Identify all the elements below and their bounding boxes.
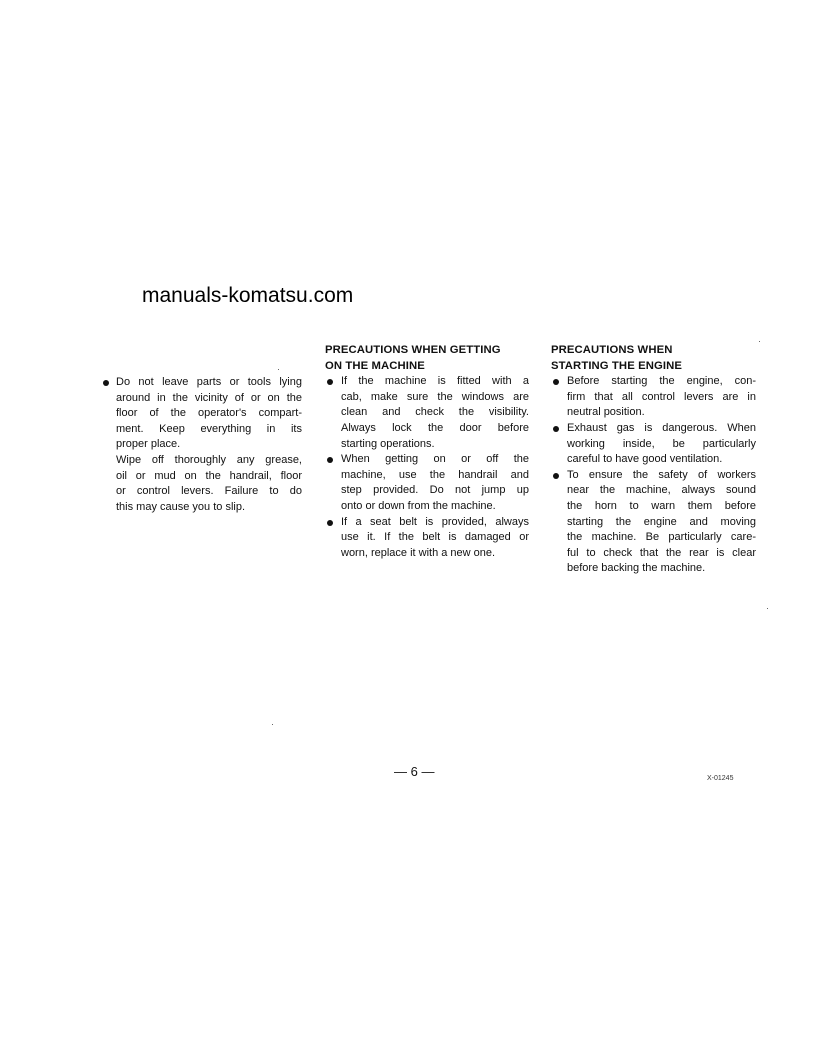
text-line: oil or mud on the handrail, floor — [116, 469, 302, 482]
bullet-item — [325, 374, 529, 452]
text-line: machine, use the handrail and — [341, 468, 529, 481]
text-line: starting the engine and moving — [567, 515, 756, 528]
bullet-icon — [103, 380, 109, 386]
text-line: Do not leave parts or tools lying — [116, 376, 302, 388]
text-line: the horn to warn them before — [567, 499, 756, 512]
watermark-text: manuals-komatsu.com — [142, 284, 354, 307]
text-line: near the machine, always sound — [567, 484, 756, 497]
text-line: working inside, be particularly — [567, 437, 756, 450]
bullet-icon — [553, 473, 559, 479]
text-line: neutral position. — [567, 406, 645, 419]
text-line: Before starting the engine, con- — [567, 375, 756, 388]
text-line: this may cause you to slip. — [116, 500, 246, 513]
bullet-icon — [553, 426, 559, 432]
scan-speck — [759, 341, 760, 342]
text-line: firm that all control levers are in — [567, 390, 756, 403]
text-line: To ensure the safety of workers — [567, 468, 756, 481]
section-heading: PRECAUTIONS WHEN — [551, 344, 673, 356]
scan-speck — [272, 724, 273, 725]
text-line: careful to have good ventilation. — [567, 453, 723, 466]
bullet-item — [551, 421, 756, 468]
text-line: starting operations. — [341, 437, 435, 450]
text-line: clean and check the visibility. — [341, 406, 529, 419]
bullet-item — [551, 468, 756, 577]
text-line: floor of the operator's compart- — [116, 407, 302, 420]
text-line: Exhaust gas is dangerous. When — [567, 421, 756, 434]
text-line: ment. Keep everything in its — [116, 422, 302, 435]
page-number: — 6 — — [394, 764, 435, 779]
section-heading: ON THE MACHINE — [325, 359, 425, 372]
section-heading: PRECAUTIONS WHEN GETTING — [325, 344, 501, 356]
text-line: the machine. Be particularly care- — [567, 531, 756, 544]
text-line: onto or down from the machine. — [341, 499, 496, 512]
bullet-item — [325, 452, 529, 514]
text-line: proper place. — [116, 438, 181, 451]
text-line: Wipe off thoroughly any grease, — [116, 453, 302, 466]
bullet-icon — [327, 520, 333, 526]
text-line: When getting on or off the — [341, 453, 529, 466]
text-line: worn, replace it with a new one. — [341, 546, 496, 559]
bullet-item — [551, 374, 756, 421]
bullet-icon — [327, 379, 333, 385]
text-line: use it. If the belt is damaged or — [341, 531, 529, 544]
bullet-item — [325, 515, 529, 562]
text-line: If a seat belt is provided, always — [341, 515, 529, 528]
scan-speck — [767, 608, 768, 609]
column-starting-engine — [551, 343, 756, 577]
column-operator-compartment — [116, 375, 302, 515]
column-getting-on-machine — [325, 343, 529, 561]
section-heading: STARTING THE ENGINE — [551, 359, 682, 372]
scan-speck — [278, 369, 279, 370]
text-line: If the machine is fitted with a — [341, 375, 529, 388]
text-line: cab, make sure the windows are — [341, 390, 529, 403]
text-line: Always lock the door before — [341, 421, 529, 434]
text-line: or control levers. Failure to do — [116, 485, 302, 498]
bullet-icon — [327, 457, 333, 463]
text-line: ful to check that the rear is clear — [567, 546, 756, 559]
bullet-icon — [553, 379, 559, 385]
figure-code: X-01245 — [707, 775, 734, 782]
text-line: around in the vicinity of or on the — [116, 391, 302, 404]
text-line: step provided. Do not jump up — [341, 484, 529, 497]
bullet-item — [116, 453, 302, 515]
text-line: before backing the machine. — [567, 562, 706, 575]
bullet-item — [116, 375, 302, 453]
